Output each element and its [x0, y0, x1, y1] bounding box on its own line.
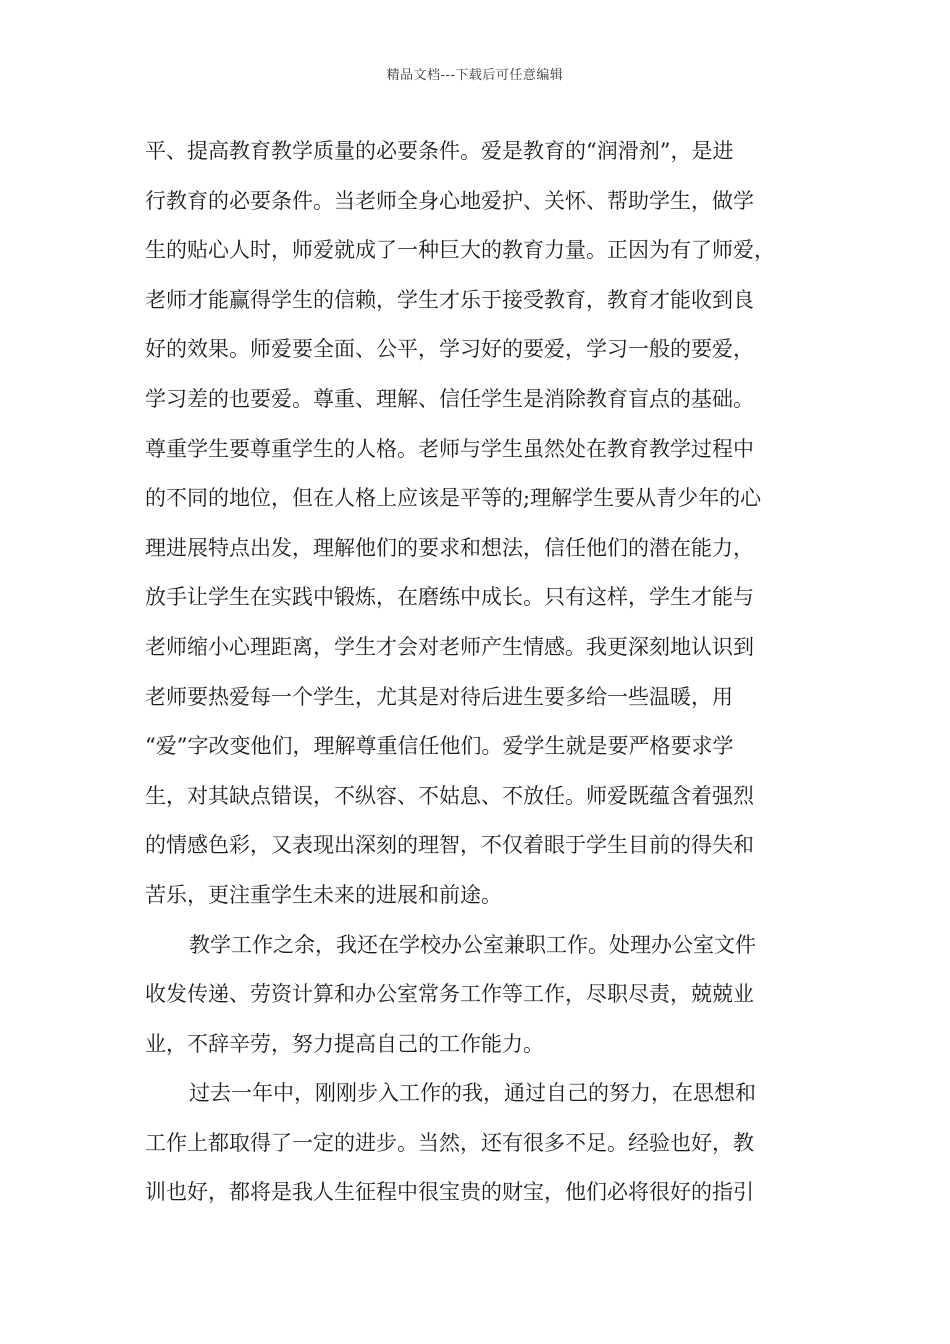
- text-line: “爱”字改变他们，理解尊重信任他们。爱学生就是要严格要求学: [145, 734, 734, 759]
- paragraph: [145, 1069, 825, 1218]
- text-line: 生，对其缺点错误，不纵容、不姑息、不放任。师爱既蕴含着强烈: [145, 783, 754, 808]
- paragraph: [145, 127, 825, 921]
- text-line: 训也好，都将是我人生征程中很宝贵的财宝，他们必将很好的指引: [145, 1180, 754, 1205]
- text-line: 业，不辞辛劳，努力提高自己的工作能力。: [145, 1031, 544, 1056]
- text-line: 的情感色彩，又表现出深刻的理智，不仅着眼于学生目前的得失和: [145, 833, 754, 858]
- text-line: 老师缩小心理距离，学生才会对老师产生情感。我更深刻地认识到: [145, 634, 754, 659]
- text-line: 教学工作之余，我还在学校办公室兼职工作。处理办公室文件: [189, 932, 756, 957]
- text-line: 行教育的必要条件。当老师全身心地爱护、关怀、帮助学生，做学: [145, 188, 754, 213]
- text-line: 的不同的地位，但在人格上应该是平等的;理解学生要从青少年的心: [145, 486, 762, 511]
- text-line: 平、提高教育教学质量的必要条件。爱是教育的“润滑剂”，是进: [145, 139, 734, 163]
- text-line: 收发传递、劳资计算和办公室常务工作等工作，尽职尽责，兢兢业: [145, 982, 754, 1007]
- text-line: 放手让学生在实践中锻炼，在磨练中成长。只有这样，学生才能与: [145, 585, 754, 610]
- text-line: 生的贴心人时，师爱就成了一种巨大的教育力量。正因为有了师爱，: [145, 238, 775, 263]
- page-header: 精品文档---下载后可任意编辑: [386, 68, 564, 83]
- text-line: 工作上都取得了一定的进步。当然，还有很多不足。经验也好，教: [145, 1130, 754, 1155]
- text-line: 好的效果。师爱要全面、公平，学习好的要爱，学习一般的要爱，: [145, 337, 754, 362]
- text-line: 老师才能赢得学生的信赖，学生才乐于接受教育，教育才能收到良: [145, 287, 754, 312]
- document-body: [145, 127, 825, 1218]
- text-line: 理进展特点出发，理解他们的要求和想法，信任他们的潜在能力，: [145, 535, 754, 560]
- text-line: 老师要热爱每一个学生，尤其是对待后进生要多给一些温暖，用: [145, 684, 733, 709]
- text-line: 尊重学生要尊重学生的人格。老师与学生虽然处在教育教学过程中: [145, 436, 754, 461]
- text-line: 过去一年中，刚刚步入工作的我，通过自己的努力，在思想和: [189, 1081, 756, 1106]
- paragraph: [145, 921, 825, 1070]
- text-line: 学习差的也要爱。尊重、理解、信任学生是消除教育盲点的基础。: [145, 386, 754, 411]
- text-line: 苦乐，更注重学生未来的进展和前途。: [145, 882, 502, 907]
